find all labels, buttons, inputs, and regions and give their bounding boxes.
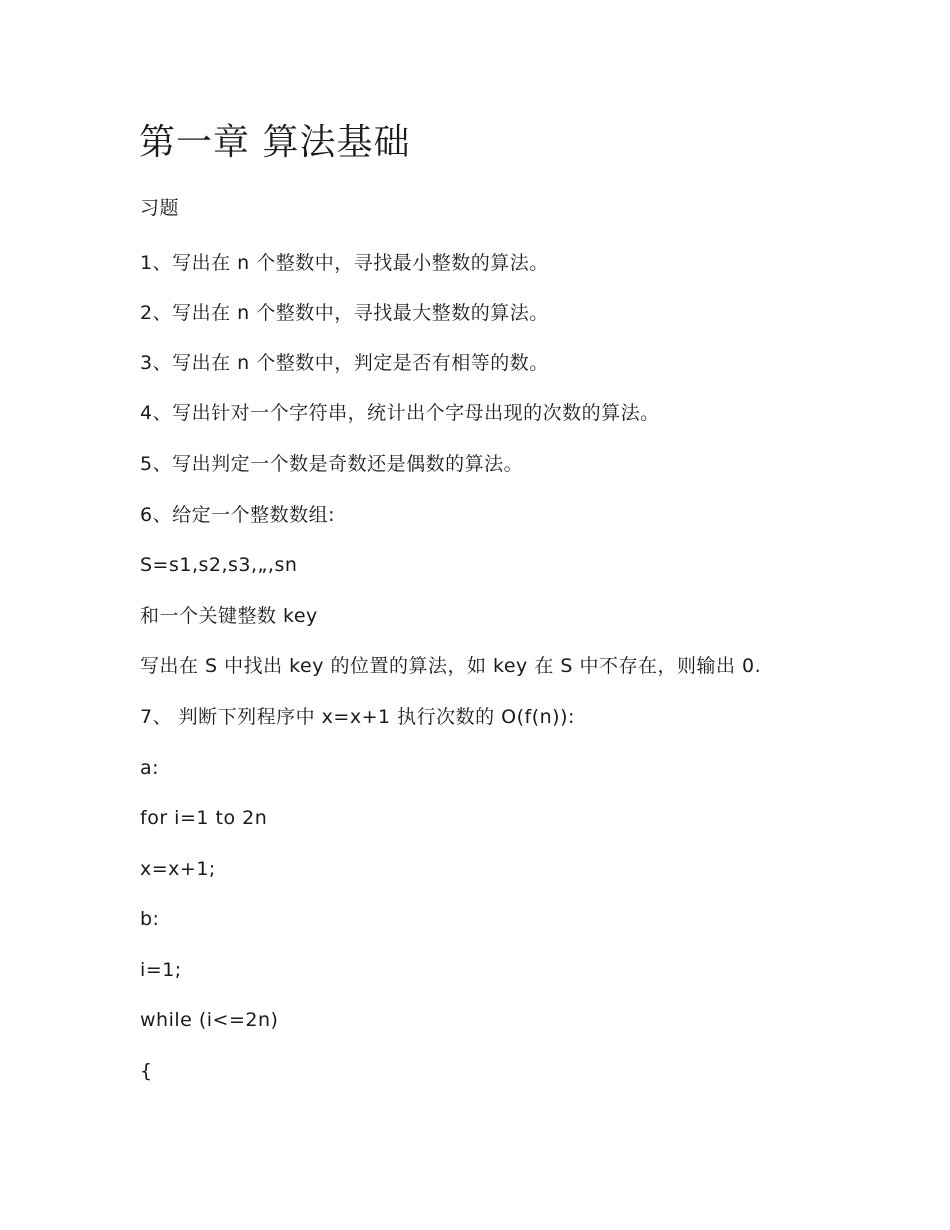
code-label-a: a: [140,757,160,779]
code-line: for i=1 to 2n [140,807,268,829]
code-line: while (i<=2n) [140,1009,279,1031]
code-line: { [140,1060,153,1082]
exercise-6-task: 写出在 S 中找出 key 的位置的算法，如 key 在 S 中不存在，则输出 0. [140,655,762,677]
exercise-3: 3、写出在 n 个整数中，判定是否有相等的数。 [140,352,549,374]
exercise-6: 6、给定一个整数数组: [140,504,335,526]
code-label-b: b: [140,908,160,930]
code-line: x=x+1; [140,858,216,880]
exercise-6-array: S=s1,s2,s3,„,sn [140,554,298,576]
exercise-7: 7、 判断下列程序中 x=x+1 执行次数的 O(f(n)): [140,706,575,728]
exercise-5: 5、写出判定一个数是奇数还是偶数的算法。 [140,453,524,475]
exercise-2: 2、写出在 n 个整数中，寻找最大整数的算法。 [140,302,549,324]
exercise-4: 4、写出针对一个字符串，统计出个字母出现的次数的算法。 [140,402,660,424]
exercise-6-key: 和一个关键整数 key [140,605,318,627]
exercise-1: 1、写出在 n 个整数中，寻找最小整数的算法。 [140,252,549,274]
code-line: i=1; [140,959,182,981]
chapter-title: 第一章 算法基础 [139,122,411,163]
section-heading: 习题 [140,197,180,219]
